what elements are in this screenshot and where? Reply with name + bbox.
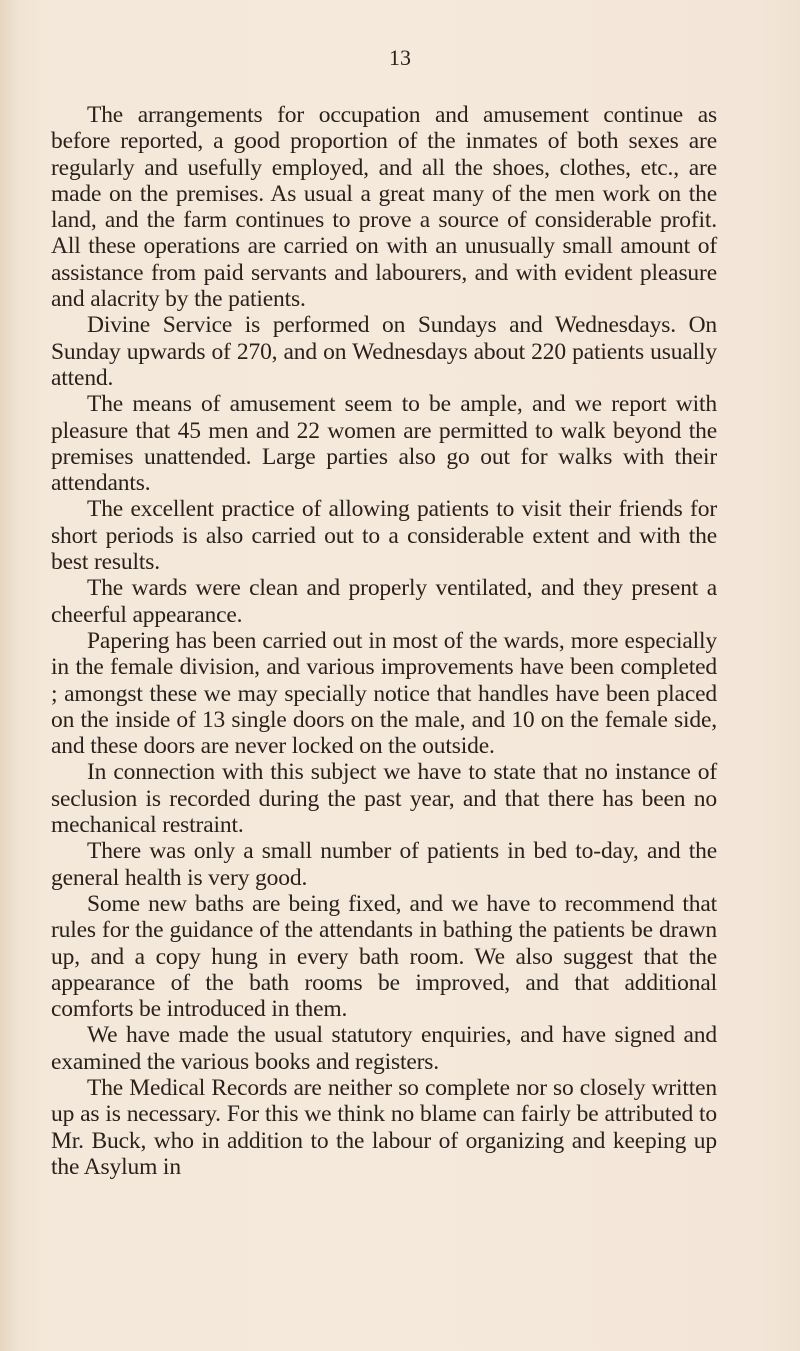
paragraph-divine-service: Divine Service is performed on Sundays and Wednesdays. On Sunday upwards of 270, and on Wednesdays about 220 patients usually attend. <box>51 312 717 391</box>
body-text <box>51 102 717 1180</box>
paragraph-seclusion: In connection with this subject we have to state that no instance of seclusion is recorded during the past year, and that there has been no mechanical restraint. <box>51 759 717 839</box>
paragraph-occupation: The arrangements for occupation and amusement continue as before reported, a good proportion of the inmates of both sexes are regularly and usefully employed, and all the shoes, clothes, etc., are made on the premises. As usual a great many of the men work on the land, and the farm continues to prove a source of considerable profit. All these operations are carried on with an unusually small amount of assistance from paid servants and labourers, and with evident pleasure and alacrity by the patients. <box>51 102 717 313</box>
paragraph-health: There was only a small number of patients in bed to-day, and the general health is very good. <box>51 838 717 891</box>
paragraph-amusement: The means of amusement seem to be ample, and we report with pleasure that 45 men and 22 women are permitted to walk beyond the premises unattended. Large parties also go out for walks with their attendants. <box>51 391 717 497</box>
paragraph-visits: The excellent practice of allowing patients to visit their friends for short periods is also carried out to a considerable extent and with the best results. <box>51 496 717 576</box>
paragraph-medical-records: The Medical Records are neither so complete nor so closely written up as is necessary. For this we think no blame can fairly be attributed to Mr. Buck, who in addition to the labour of organizing and keeping up the Asylum in <box>51 1074 717 1180</box>
paragraph-enquiries: We have made the usual statutory enquiries, and have signed and examined the various books and registers. <box>51 1022 717 1075</box>
page-number: 13 <box>389 45 411 70</box>
paragraph-wards: The wards were clean and properly ventilated, and they present a cheerful appearance. <box>51 575 717 628</box>
paragraph-baths: Some new baths are being fixed, and we have to recommend that rules for the guidance of the attendants in bathing the patients be drawn up, and a copy hung in every bath room. We also suggest that the appearance of the bath rooms be improved, and that additional comforts be introduced in them. <box>51 890 717 1023</box>
paragraph-papering: Papering has been carried out in most of the wards, more especially in the female division, and various improvements have been completed ; amongst these we may specially notice that handles have been placed on the inside of 13 single doors on the male, and 10 on the female side, and these doors are never locked on the outside. <box>51 627 717 760</box>
